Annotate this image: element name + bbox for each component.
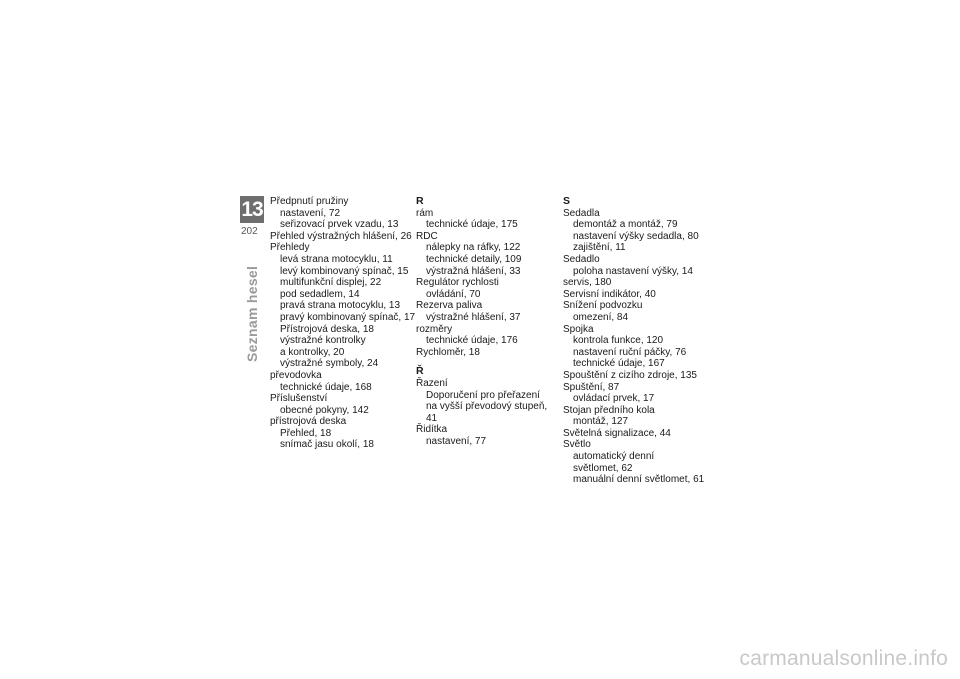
index-subterm: zajištění, 11 — [573, 242, 626, 254]
index-term: Přehled výstražných hlášení, 26 — [270, 230, 412, 242]
watermark: carmanualsonline.info — [739, 647, 948, 670]
index-column-1 — [270, 196, 416, 451]
index-term: RDC — [416, 230, 438, 242]
index-entry — [270, 370, 405, 393]
index-term: Řidítka — [416, 424, 448, 436]
section-letter: Ř — [416, 365, 424, 378]
index-term: Příslušenství — [270, 393, 328, 405]
index-subterm: a kontrolky, 20 — [280, 346, 345, 358]
index-column-3 — [563, 196, 703, 486]
index-term: Světlo — [563, 439, 591, 451]
index-subterm: obecné pokyny, 142 — [280, 404, 369, 416]
index-subterm: nastavení, 77 — [426, 435, 487, 447]
index-entry — [416, 324, 551, 347]
index-entry — [416, 378, 551, 424]
index-subterm: technické údaje, 168 — [280, 381, 372, 393]
index-subterm: technické údaje, 167 — [573, 358, 665, 370]
page-number: 202 — [241, 226, 258, 237]
index-term: Spouštění z cizího zdroje, 135 — [563, 369, 697, 381]
index-entry — [563, 208, 703, 254]
index-subterm: pravá strana motocyklu, 13 — [280, 300, 401, 312]
index-entry — [416, 424, 551, 447]
index-subterm: omezení, 84 — [573, 311, 629, 323]
index-term: Řazení — [416, 377, 448, 389]
chapter-title: Seznam hesel — [244, 265, 260, 362]
index-entry — [563, 289, 703, 301]
index-subterm: pravý kombinovaný spínač, 17 — [280, 311, 416, 323]
index-subterm: ovládání, 70 — [426, 288, 481, 300]
index-column-2 — [416, 196, 551, 447]
index-subterm: technické detaily, 109 — [426, 253, 522, 265]
index-term: rám — [416, 207, 434, 219]
index-entry — [563, 277, 703, 289]
index-entry — [416, 347, 551, 359]
index-subterm: pod sedadlem, 14 — [280, 288, 360, 300]
index-entry — [270, 242, 416, 370]
index-subterm: seřizovací prvek vzadu, 13 — [280, 219, 399, 231]
index-entry — [416, 277, 551, 300]
index-entry — [563, 324, 703, 370]
index-subterm: levý kombinovaný spínač, 15 — [280, 265, 409, 277]
index-entry — [270, 196, 405, 231]
index-subterm: technické údaje, 176 — [426, 335, 518, 347]
index-entry — [563, 254, 703, 277]
index-term: Servisní indikátor, 40 — [563, 288, 656, 300]
index-entry — [563, 428, 703, 440]
index-subterm: snímač jasu okolí, 18 — [280, 439, 374, 451]
chapter-number-badge — [240, 196, 264, 223]
index-entry — [563, 382, 703, 405]
section-letter: R — [416, 195, 424, 207]
section-letter: S — [563, 195, 571, 207]
index-term: Sedadla — [563, 207, 600, 219]
index-entry — [563, 405, 703, 428]
index-subterm: Přehled, 18 — [280, 427, 332, 439]
index-entry — [416, 231, 551, 277]
index-subterm: výstražná hlášení, 33 — [426, 265, 521, 277]
index-term: Rychloměr, 18 — [416, 346, 480, 358]
index-entry — [270, 230, 412, 243]
index-term: Světelná signalizace, 44 — [563, 427, 671, 439]
index-term: Předpnutí pružiny — [270, 196, 349, 207]
index-term: Stojan předního kola — [563, 404, 655, 416]
index-term: Spojka — [563, 323, 594, 335]
index-entry — [563, 439, 703, 485]
index-subterm: výstražné hlášení, 37 — [426, 311, 521, 323]
index-term: Sedadlo — [563, 253, 600, 265]
index-term: přístrojová deska — [270, 416, 347, 428]
index-subterm: nastavení ruční páčky, 76 — [573, 346, 687, 358]
index-subterm: výstražné kontrolky — [280, 335, 366, 347]
index-subterm: světlomet, 62 — [573, 462, 633, 474]
index-subterm: Přístrojová deska, 18 — [280, 323, 374, 335]
index-term: převodovka — [270, 369, 322, 381]
index-subterm: ovládací prvek, 17 — [573, 393, 655, 405]
index-subterm: Doporučení pro přeřazení na vyšší převodový stupeň, 41 — [426, 389, 548, 424]
index-subterm: nastavení, 72 — [280, 207, 341, 219]
index-entry — [270, 416, 405, 451]
index-term: Snížení podvozku — [563, 300, 643, 312]
index-subterm: manuální denní světlomet, 61 — [573, 474, 705, 486]
index-subterm: poloha nastavení výšky, 14 — [573, 265, 693, 277]
index-subterm: levá strana motocyklu, 11 — [280, 253, 393, 265]
section-gap — [416, 358, 551, 366]
index-subterm: technické údaje, 175 — [426, 219, 518, 231]
index-term: rozměry — [416, 323, 453, 335]
chapter-number: 13 — [241, 197, 263, 221]
index-term: Spuštění, 87 — [563, 381, 620, 393]
index-entry — [563, 300, 703, 323]
index-term: Rezerva paliva — [416, 300, 483, 312]
index-subterm: výstražné symboly, 24 — [280, 358, 379, 370]
index-entry — [416, 300, 551, 323]
index-subterm: kontrola funkce, 120 — [573, 335, 664, 347]
index-term: Přehledy — [270, 242, 310, 254]
index-entry — [563, 370, 703, 382]
index-term: servis, 180 — [563, 277, 612, 289]
index-subterm: montáž, 127 — [573, 416, 629, 428]
index-entry — [270, 393, 405, 416]
index-subterm: nálepky na ráfky, 122 — [426, 242, 521, 254]
index-entry — [416, 208, 551, 231]
index-subterm: nastavení výšky sedadla, 80 — [573, 230, 699, 242]
index-subterm: automatický denní — [573, 451, 655, 463]
index-term: Regulátor rychlosti — [416, 277, 499, 289]
index-subterm: multifunkční displej, 22 — [280, 277, 382, 289]
index-subterm: demontáž a montáž, 79 — [573, 219, 678, 231]
